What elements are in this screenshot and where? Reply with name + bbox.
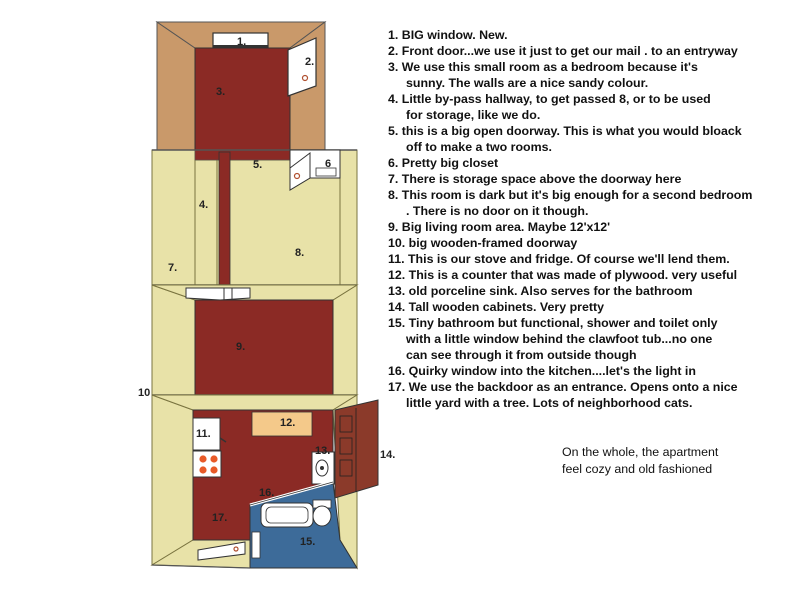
note-item xyxy=(388,27,798,43)
living-wall-right xyxy=(333,285,357,395)
kitchen-bath xyxy=(152,395,378,568)
note-item xyxy=(388,251,798,267)
stove-burner xyxy=(199,466,206,473)
summary-text xyxy=(562,444,718,478)
note-continuation: off to make a two rooms. xyxy=(406,140,552,154)
label-9: 9. xyxy=(236,341,246,353)
note-line: 10. big wooden-framed doorway xyxy=(388,236,578,250)
note-line: 4. Little by-pass hallway, to get passed 8, or to be used xyxy=(388,92,711,106)
note-line: 16. Quirky window into the kitchen....let's the light in xyxy=(388,364,696,378)
label-11: 11. xyxy=(196,428,211,440)
doorway-5-strip xyxy=(195,150,290,160)
note-continuation: little yard with a tree. Lots of neighborhood cats. xyxy=(406,396,693,410)
note-item xyxy=(388,123,798,155)
note-item xyxy=(388,363,798,379)
floor-plan xyxy=(0,0,396,600)
bedroom-floor xyxy=(195,48,290,150)
note-line: 1. BIG window. New. xyxy=(388,28,508,42)
note-item xyxy=(388,219,798,235)
note-line: 5. this is a big open doorway. This is what you would bloack xyxy=(388,124,742,138)
stove-burner xyxy=(210,455,217,462)
label-5: 5. xyxy=(253,159,263,171)
living-room-floor xyxy=(195,300,333,395)
stove xyxy=(193,451,221,477)
note-item xyxy=(388,43,798,59)
note-item xyxy=(388,91,798,123)
note-line: 2. Front door...we use it just to get our mail . to an entryway xyxy=(388,44,738,58)
living-room xyxy=(152,285,357,395)
label-3: 3. xyxy=(216,86,226,98)
label-8: 8. xyxy=(295,247,305,259)
hall-divider xyxy=(219,152,230,285)
label-12: 12. xyxy=(280,417,296,429)
label-14: 14. xyxy=(380,449,396,461)
label-15: 15. xyxy=(300,536,316,548)
note-continuation: for storage, like we do. xyxy=(406,108,541,122)
note-line: 12. This is a counter that was made of plywood. very useful xyxy=(388,268,738,282)
living-wall-left xyxy=(152,285,195,395)
note-continuation: with a little window behind the clawfoot tub...no one xyxy=(406,332,713,346)
note-line: 9. Big living room area. Maybe 12'x12' xyxy=(388,220,611,234)
note-item xyxy=(388,155,798,171)
label-16: 16. xyxy=(259,487,275,499)
label-6: 6 xyxy=(325,158,332,170)
label-10: 10 xyxy=(138,387,151,399)
note-item xyxy=(388,299,798,315)
note-continuation: . There is no door on it though. xyxy=(406,204,589,218)
label-4: 4. xyxy=(199,199,209,211)
note-item xyxy=(388,187,798,219)
note-continuation: sunny. The walls are a nice sandy colour. xyxy=(406,76,649,90)
note-line: 11. This is our stove and fridge. Of course we'll lend them. xyxy=(388,252,730,266)
note-line: 15. Tiny bathroom but functional, shower and toilet only xyxy=(388,316,718,330)
note-item xyxy=(388,283,798,299)
label-2: 2. xyxy=(305,56,315,68)
label-1: 1. xyxy=(237,36,247,48)
note-line: 13. old porceline sink. Also serves for the bathroom xyxy=(388,284,693,298)
summary-line-1: On the whole, the apartment xyxy=(562,445,719,459)
note-line: 14. Tall wooden cabinets. Very pretty xyxy=(388,300,604,314)
label-7: 7. xyxy=(168,262,178,274)
note-item xyxy=(388,379,798,411)
bypass-hallway-4 xyxy=(195,160,217,285)
bathroom-door xyxy=(252,532,260,558)
stove-burner xyxy=(210,466,217,473)
note-item xyxy=(388,267,798,283)
note-line: 8. This room is dark but it's big enough for a second bedroom xyxy=(388,188,753,202)
toilet-bowl xyxy=(313,506,331,526)
note-item xyxy=(388,315,798,363)
tall-cabinets xyxy=(335,400,378,498)
note-continuation: can see through it from outside though xyxy=(406,348,637,362)
note-line: 7. There is storage space above the doorway here xyxy=(388,172,682,186)
label-13: 13. xyxy=(315,445,331,457)
legend-notes xyxy=(388,27,798,411)
kitchen-wall-left xyxy=(152,395,193,565)
note-item xyxy=(388,235,798,251)
note-item xyxy=(388,171,798,187)
doorway-storage xyxy=(186,288,250,300)
stove-burner xyxy=(199,455,206,462)
note-line: 6. Pretty big closet xyxy=(388,156,499,170)
summary-line-2: feel cozy and old fashioned xyxy=(562,462,713,476)
note-line: 17. We use the backdoor as an entrance. Opens onto a nice xyxy=(388,380,738,394)
note-item xyxy=(388,59,798,91)
note-line: 3. We use this small room as a bedroom because it's xyxy=(388,60,698,74)
label-17: 17. xyxy=(212,512,228,524)
